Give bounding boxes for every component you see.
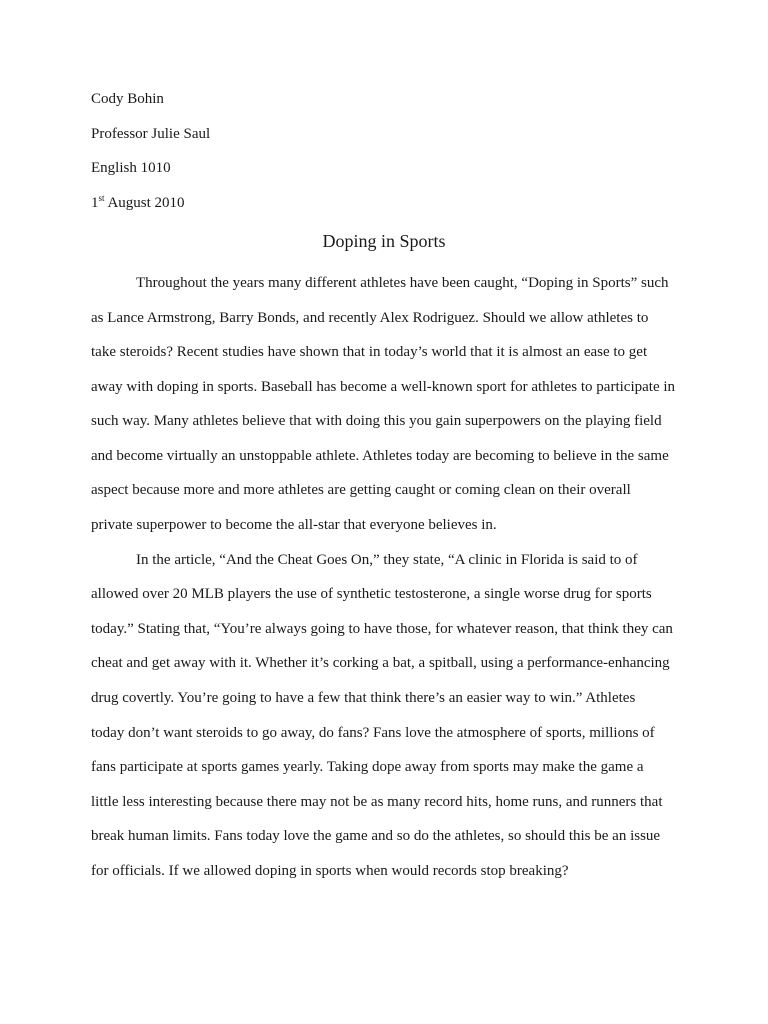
paragraph-2-line-6: today don’t want steroids to go away, do fans? Fans love the atmosphere of sports, millions of <box>91 725 655 741</box>
paragraph-2-line-8: little less interesting because there may not be as many record hits, home runs, and runners that <box>91 794 663 810</box>
paragraph-2-line-10: for officials. If we allowed doping in sports when would records stop breaking? <box>91 863 569 879</box>
paragraph-1-line-1: Throughout the years many different athletes have been caught, “Doping in Sports” such <box>136 275 669 291</box>
paragraph-2-line-5: drug covertly. You’re going to have a few that think there’s an easier way to win.” Athletes <box>91 690 636 706</box>
paragraph-1-line-5: such way. Many athletes believe that with doing this you gain superpowers on the playing field <box>91 413 662 429</box>
paragraph-2-line-3: today.” Stating that, “You’re always going to have those, for whatever reason, that think they can <box>91 621 673 637</box>
paragraph-1-line-4: away with doping in sports. Baseball has become a well-known sport for athletes to participate in <box>91 379 676 395</box>
paragraph-2-line-1: In the article, “And the Cheat Goes On,” they state, “A clinic in Florida is said to of <box>136 552 638 568</box>
paragraph-2-line-4: cheat and get away with it. Whether it’s corking a bat, a spitball, using a performance-enhancing <box>91 655 670 671</box>
paragraph-1-line-3: take steroids? Recent studies have shown that in today’s world that it is almost an ease to get <box>91 344 648 360</box>
paragraph-2-line-9: break human limits. Fans today love the game and so do the athletes, so should this be an issue <box>91 828 661 844</box>
paragraph-1-line-7: aspect because more and more athletes are getting caught or coming clean on their overall <box>91 482 631 498</box>
date-day: 1 <box>91 195 99 211</box>
date-rest: August 2010 <box>104 195 185 211</box>
paragraph-1-line-8: private superpower to become the all-star that everyone believes in. <box>91 517 497 533</box>
paragraph-1-line-2: as Lance Armstrong, Barry Bonds, and recently Alex Rodriguez. Should we allow athletes to <box>91 310 649 326</box>
paragraph-2-line-7: fans participate at sports games yearly. Taking dope away from sports may make the game a <box>91 759 644 775</box>
course-name: English 1010 <box>91 160 171 176</box>
date-line <box>91 193 185 213</box>
document-title: Doping in Sports <box>322 231 446 251</box>
author-name: Cody Bohin <box>91 91 164 107</box>
professor-name: Professor Julie Saul <box>91 126 211 142</box>
date-suffix: st <box>98 193 105 203</box>
paragraph-2-line-2: allowed over 20 MLB players the use of synthetic testosterone, a single worse drug for sports <box>91 586 652 602</box>
paragraph-1-line-6: and become virtually an unstoppable athlete. Athletes today are becoming to believe in the same <box>91 448 669 464</box>
